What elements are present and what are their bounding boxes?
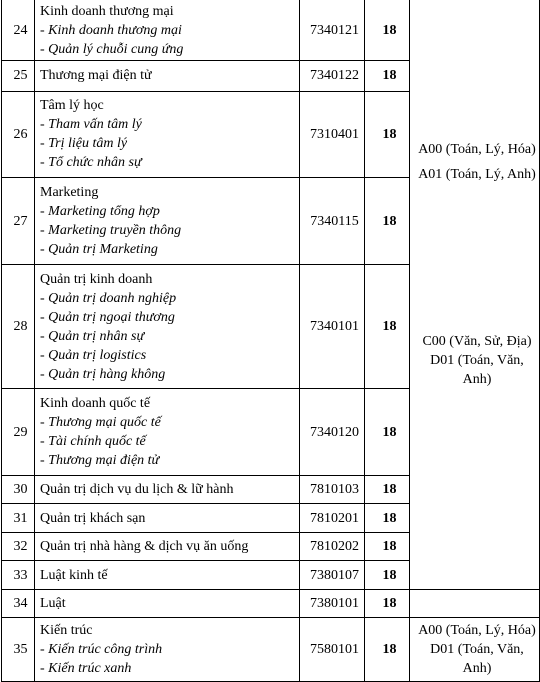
quota: 18 [365,0,410,61]
row-number: 28 [2,264,35,388]
specialization: - Quản trị ngoại thương [40,309,175,325]
quota: 18 [365,590,410,618]
quota: 18 [365,618,410,682]
major-code: 7580101 [300,618,365,682]
major-code: 7340120 [300,389,365,476]
specialization: - Quản trị logistics [40,347,147,363]
row-number: 34 [2,590,35,618]
combination-line: D01 (Toán, Văn, [430,353,524,368]
specialization: - Thương mại điện tử [40,453,160,469]
combination-line: Anh) [462,372,492,387]
quota: 18 [365,264,410,388]
major-cell [35,561,300,590]
major-name: Kiến trúc [40,623,93,638]
major-cell [35,532,300,561]
major-code: 7380101 [300,590,365,618]
quota: 18 [365,561,410,590]
combination-line: A01 (Toán, Lý, Anh) [418,167,536,182]
table-row [2,590,540,618]
major-code: 7380107 [300,561,365,590]
quota: 18 [365,389,410,476]
empty-combination-cell [410,590,540,618]
specialization: - Quản trị hàng không [40,366,166,382]
specialization: - Thương mại quốc tế [40,415,161,431]
specialization: - Quản lý chuỗi cung ứng [40,41,184,57]
specialization: - Marketing truyền thông [40,223,182,239]
row-number: 32 [2,532,35,561]
quota: 18 [365,532,410,561]
row-number: 24 [2,0,35,61]
row-number: 26 [2,91,35,178]
table-row [2,0,540,61]
major-cell [35,61,300,92]
major-name: Luật [40,596,66,611]
specialization: - Quản trị doanh nghiệp [40,290,177,306]
major-code: 7340121 [300,0,365,61]
major-name: Quản trị dịch vụ du lịch & lữ hành [40,482,234,498]
quota: 18 [365,91,410,178]
major-cell [35,264,300,388]
specialization: - Marketing tổng hợp [40,204,160,220]
major-code: 7810202 [300,532,365,561]
specialization: - Kiến trúc xanh [40,661,132,676]
row-number: 35 [2,618,35,682]
quota: 18 [365,475,410,504]
specialization: - Tham vấn tâm lý [40,117,142,133]
combination-line: C00 (Văn, Sử, Địa) [422,334,532,349]
major-cell [35,475,300,504]
major-code: 7340101 [300,264,365,388]
major-cell [35,504,300,533]
major-cell [35,91,300,178]
quota: 18 [365,178,410,265]
major-name: Kinh doanh thương mại [40,3,174,19]
specialization: - Quản trị Marketing [40,242,158,258]
row-number: 31 [2,504,35,533]
specialization: - Tài chính quốc tế [40,434,146,450]
major-code: 7810103 [300,475,365,504]
subject-combinations-group-a [410,0,540,590]
combination-line: A00 (Toán, Lý, Hóa) [418,142,536,157]
quota: 18 [365,61,410,92]
row-number: 25 [2,61,35,92]
combination-line: Anh) [462,661,492,676]
row-number: 27 [2,178,35,265]
major-cell [35,178,300,265]
major-cell [35,389,300,476]
major-name: Tâm lý học [40,98,104,114]
major-name: Marketing [40,185,99,201]
combination-line: D01 (Toán, Văn, [430,642,524,657]
major-code: 7340122 [300,61,365,92]
major-name: Quản trị khách sạn [40,510,146,526]
major-name: Luật kinh tế [40,567,108,583]
row-number: 29 [2,389,35,476]
major-code: 7340115 [300,178,365,265]
major-cell [35,590,300,618]
specialization: - Trị liệu tâm lý [40,136,128,152]
major-name: Quản trị nhà hàng & dịch vụ ăn uống [40,539,249,555]
major-cell [35,0,300,61]
major-code: 7310401 [300,91,365,178]
major-name: Thương mại điện tử [40,68,152,84]
admission-table [1,0,540,682]
combination-line: A00 (Toán, Lý, Hóa) [418,623,536,638]
row-number: 33 [2,561,35,590]
specialization: - Quản trị nhân sự [40,328,145,344]
row-number: 30 [2,475,35,504]
major-name: Quản trị kinh doanh [40,271,153,287]
major-code: 7810201 [300,504,365,533]
major-name: Kinh doanh quốc tế [40,396,151,412]
quota: 18 [365,504,410,533]
specialization: - Kiến trúc công trình [40,642,163,657]
specialization: - Tổ chức nhân sự [40,155,142,171]
specialization: - Kinh doanh thương mại [40,22,182,38]
